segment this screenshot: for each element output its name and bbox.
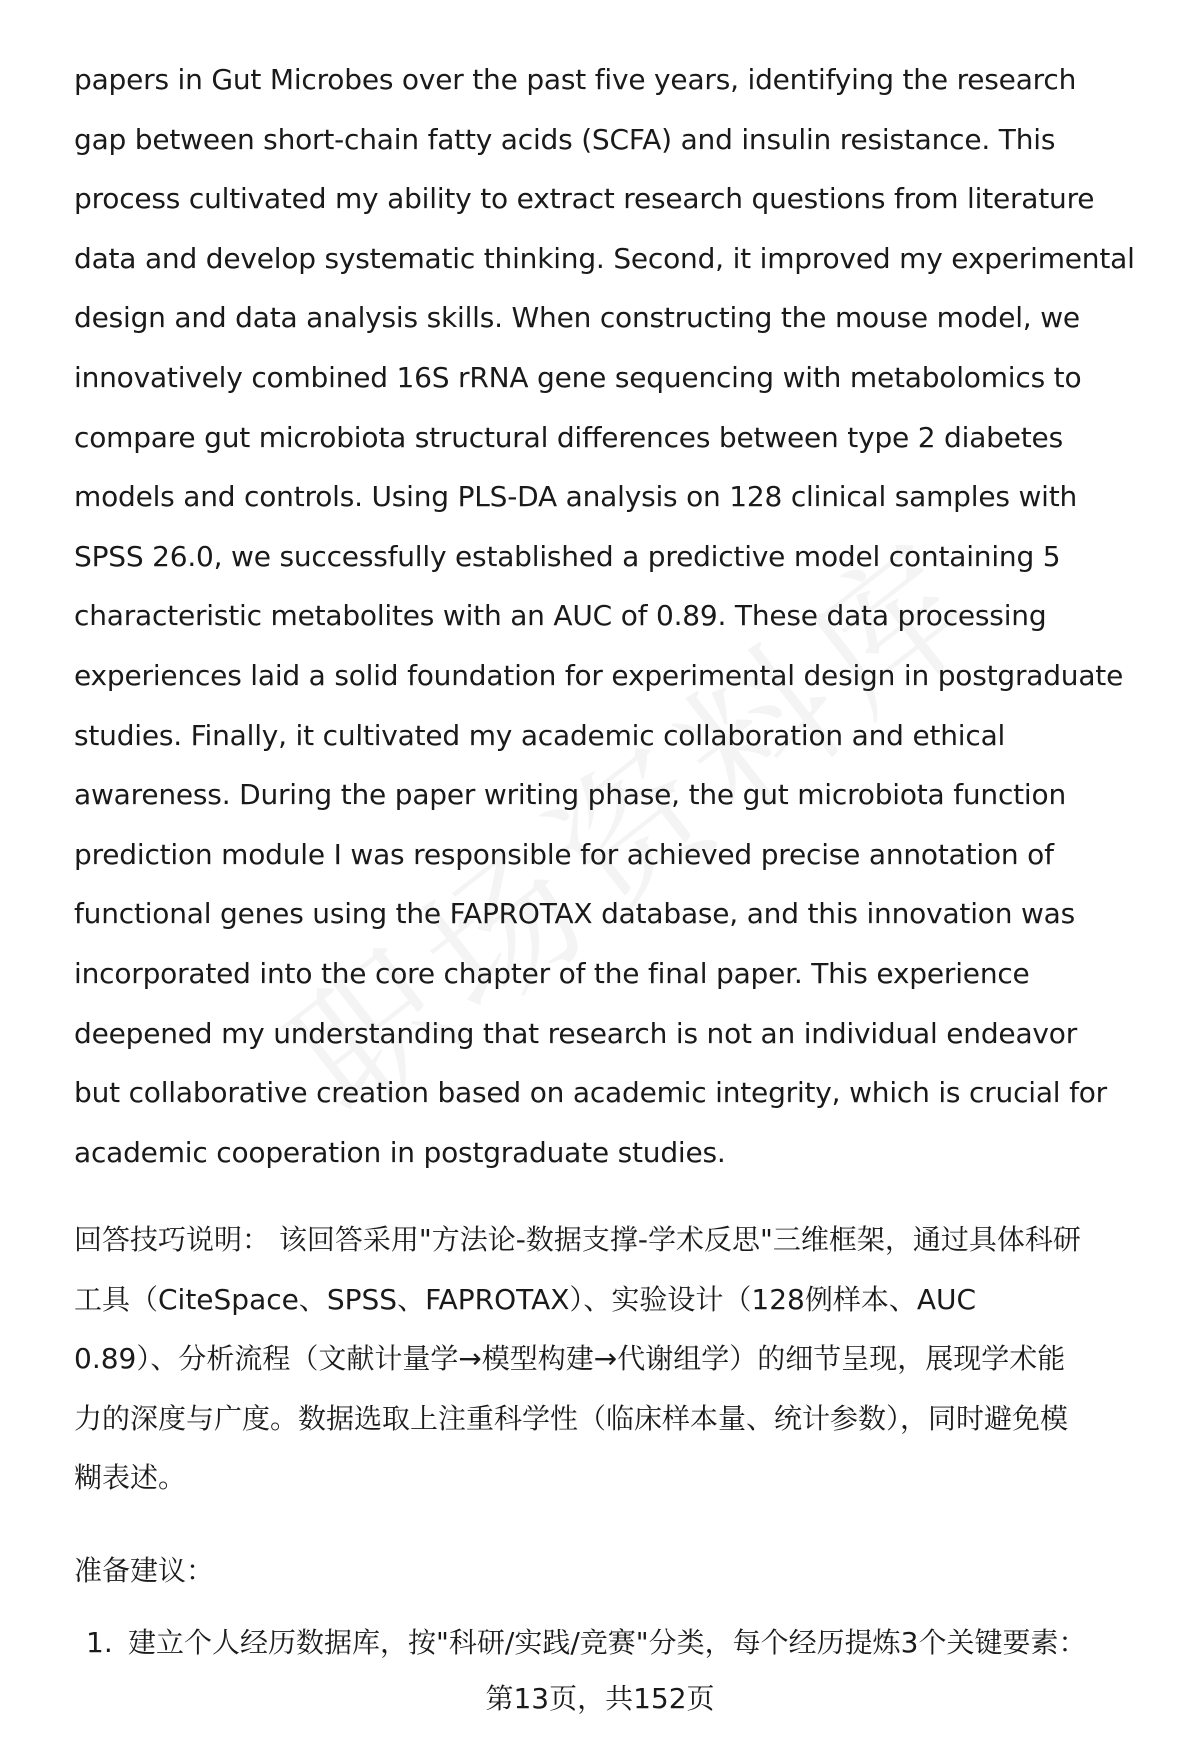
body-line: characteristic metabolites with an AUC of 0.89. These data processing [74,599,1047,633]
tips-line: 力的深度与广度。数据选取上注重科学性（临床样本量、统计参数），同时避免模 [74,1401,1069,1435]
tips-line: 0.89）、分析流程（文献计量学→模型构建→代谢组学）的细节呈现，展现学术能 [74,1342,1066,1376]
tips-line: 回答技巧说明： 该回答采用"方法论-数据支撑-学术反思"三维框架，通过具体科研 [74,1223,1081,1256]
body-line: SPSS 26.0, we successfully established a predictive model containing 5 [74,539,1061,573]
prep-heading: 准备建议： [74,1554,215,1587]
body-line: academic cooperation in postgraduate studies. [74,1135,726,1169]
body-line: but collaborative creation based on academic integrity, which is crucial for [74,1076,1107,1110]
body-line: process cultivated my ability to extract research questions from literature [74,182,1095,216]
tips-line: 糊表述。 [74,1461,187,1495]
body-line: design and data analysis skills. When constructing the mouse model, we [74,301,1080,335]
body-line: awareness. During the paper writing phase, the gut microbiota function [74,778,1066,812]
tips-line: 工具（CiteSpace、SPSS、FAPROTAX）、实验设计（128例样本、AUC [74,1282,977,1316]
body-line: innovatively combined 16S rRNA gene sequencing with metabolomics to [74,360,1082,394]
body-line: compare gut microbiota structural differences between type 2 diabetes [74,420,1063,454]
body-line: deepened my understanding that research is not an individual endeavor [74,1016,1078,1050]
body-line: studies. Finally, it cultivated my academic collaboration and ethical [74,718,1006,752]
body-line: models and controls. Using PLS-DA analysis on 128 clinical samples with [74,480,1078,514]
list-item-text: 建立个人经历数据库，按"科研/实践/竞赛"分类，每个经历提炼3个关键要素： [128,1626,1087,1659]
list-item [86,1625,1086,1661]
body-line: functional genes using the FAPROTAX database, and this innovation was [74,897,1075,931]
body-line: papers in Gut Microbes over the past five years, identifying the research [74,63,1077,96]
body-line: prediction module I was responsible for achieved precise annotation of [74,837,1054,871]
tips-paragraph [74,1210,1164,1508]
body-line: gap between short-chain fatty acids (SCFA) and insulin resistance. This [74,122,1056,156]
prep-list [86,1625,1086,1661]
body-line: incorporated into the core chapter of the final paper. This experience [74,956,1030,990]
body-line: data and develop systematic thinking. Second, it improved my experimental [74,241,1135,275]
body-paragraph [74,50,1164,1182]
page-number: 第13页，共152页 [485,1682,715,1715]
body-line: experiences laid a solid foundation for experimental design in postgraduate [74,658,1124,692]
list-item-number: 1. [86,1626,113,1659]
